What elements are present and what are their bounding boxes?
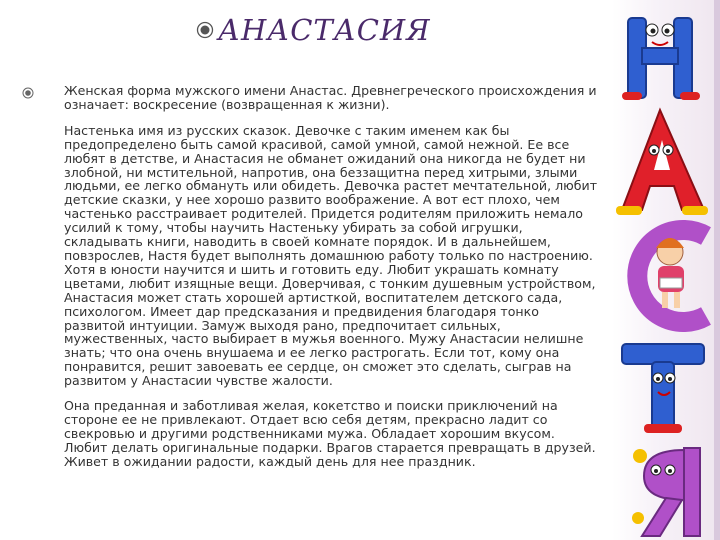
letter-s-girl-reading-icon xyxy=(637,230,706,322)
letter-ya-character-icon xyxy=(632,448,700,536)
slide-title: АНАСТАСИЯ xyxy=(218,13,431,47)
paragraph-character: Настенька имя из русских сказок. Девочке с таким именем как бы предопределено быть самой красивой, самой умной, самой нежной. Ее все любят в детстве, и Анастасия не обманет ожиданий она никогда не будет ни злобной, ни мстительной, напротив, она беззащитна перед хитрыми, злыми людьми, ее легко обмануть или обидеть. Девочка растет мечтательной, любит детские сказки, у нее хорошо развито воображение. А вот ест плохо, чем частенько расстраивает родителей. Придется родителям приложить немало усилий к тому, чтобы научить Настеньку убирать за собой игрушки, складывать книги, наводить в своей комнате порядок. И в дальнейшем, повзрослев, Настя будет выполнять домашнюю работу только по настроению. Хотя в юности научится и шить и готовить еду. Любит украшать комнату цветами, любит изящные вещи. Доверчивая, с тонким душевным устройством, Анастасия может стать хорошей артисткой, воспитателем детского сада, психологом. Имеет дар предсказания и предвидения благодаря тонко развитой интуиции. Замуж выходя рано, предпочитает сильных, мужественных, часто выбирает в мужья военного. Мужу Анастасии нелишне знать; что она очень внушаема и ее легко растрогать. Если тот, кому она понравится, решит завоевать ее сердце, он сможет это сделать, сыграв на развитом у Анастасии чувстве жалости. xyxy=(64,122,598,389)
content-area xyxy=(22,84,602,469)
paragraph-origin: Женская форма мужского имени Анастас. Древнегреческого происхождения и означает: воскресение (возвращенная к жизни). xyxy=(64,83,597,112)
paragraph-family: Она преданная и заботливая желая, кокетство и поиски приключений на стороне ее не привлекают. Отдает всю себя детям, прекрасно ладит со свекровью и другими родственниками мужа. Обладает хорошим вкусом. Любит делать оригинальные подарки. Врагов старается превращать в друзей. Живет в ожидании радости, каждый день для нее праздник. xyxy=(64,398,596,469)
decorative-letters xyxy=(614,0,720,540)
letter-a-character-icon xyxy=(616,110,708,215)
letter-n-character-icon xyxy=(622,18,700,100)
list-item xyxy=(22,84,602,112)
circle-bullet-icon xyxy=(22,87,34,99)
circle-bullet-icon xyxy=(196,21,214,39)
title-row xyxy=(196,12,431,48)
letter-t-character-icon xyxy=(622,344,704,433)
